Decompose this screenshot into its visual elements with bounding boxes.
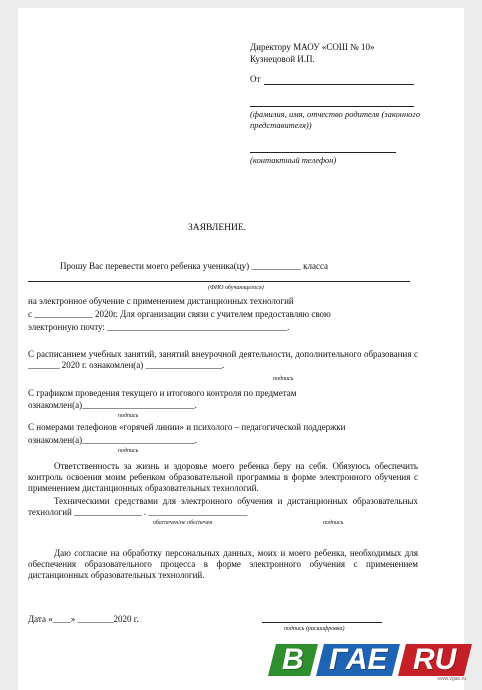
electronic-line-2: с _____________ 2020г. Для организации связи с учителем предоставляю свою [28,309,331,319]
phone-caption: (контактный телефон) [250,155,337,165]
logo-b-text: В [282,643,304,676]
signature-caption-2: подпись [118,413,139,419]
footer-signature-line [262,622,382,623]
logo-url: www.vgae.ru [437,676,466,682]
signature-caption-3: подпись [118,448,139,454]
director-name: Кузнецовой И.П. [250,54,315,64]
hotline-line-2: ознакомлен(а)_________________________. [28,435,197,445]
phone-line [250,152,396,153]
parent-line [250,106,414,107]
logo-ru-text: RU [413,643,457,676]
from-label: От [250,74,261,84]
request-line: Прошу Вас перевести моего ребенка ученика(цу) ___________ класса [60,261,329,271]
signature-caption-4: подпись [323,520,344,526]
parent-caption: (фамилия, имя, отчество родителя (законного представителя)) [250,109,420,130]
footer-signature-caption: подпись (расшифровка) [284,626,345,632]
email-line: электронную почту: ________________________________________. [28,322,290,332]
date-line: Дата «____» ________2020 г. [28,614,139,624]
logo-gae-block [316,644,400,676]
signature-caption-1: подпись [273,376,294,382]
tech-text: Техническими средствами для электронного обучения и дистанционных образовательных технологий _______________ . ______________________ [28,496,418,517]
electronic-line-1: на электронное обучение с применением дистанционных технологий [28,296,294,306]
consent-text: Даю согласие на обработку персональных данных, моих и моего ребенка, необходимых для обеспечения образовательного процесса в форме электронного обучения с применением дистанционных образовательных технологий. [28,548,418,580]
logo-gae-text: ГАЕ [328,643,388,676]
document-title: ЗАЯВЛЕНИЕ. [188,223,247,233]
director-line: Директору МАОУ «СОШ № 10» [250,42,375,52]
student-name-line [28,281,410,282]
document-page [18,8,464,690]
control-line-2: ознакомлен(а)_________________________. [28,400,197,410]
logo-ru-block [398,644,472,676]
provided-caption: обеспечен/не обеспечен [153,520,213,526]
logo-b-block [268,644,318,676]
from-line [264,84,414,85]
schedule-text: С расписанием учебных занятий, занятий внеурочной деятельности, дополнительного образования с _______ 2020 г. ознакомлен(а) _________________. [28,349,418,370]
hotline-line-1: С номерами телефонов «горячей линии» и психолого – педагогической поддержки [28,422,346,432]
responsibility-text: Ответственность за жизнь и здоровье моего ребенка беру на себя. Обязуюсь обеспечить контроль освоения моим ребенком образовательной программы в форме электронного обучения с применением дистанционных образовательных технологий. [28,461,418,493]
student-caption: (ФИО обучающегося) [208,285,264,291]
vgae-logo [268,640,478,684]
control-line-1: С графиком проведения текущего и итогового контроля по предметам [28,388,297,398]
